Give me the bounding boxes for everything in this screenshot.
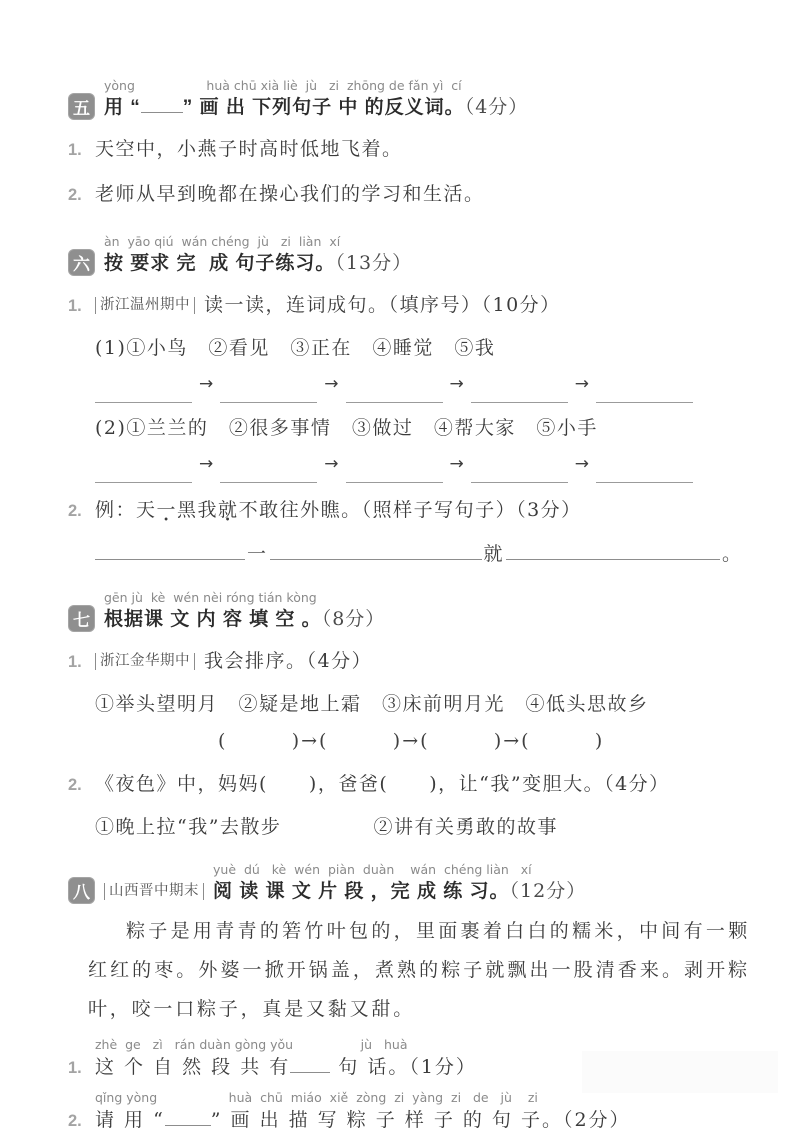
question-7-2 xyxy=(68,767,746,802)
choice-2: ②讲有关勇敢的故事 xyxy=(373,816,558,838)
answer-sequence-row xyxy=(95,371,746,403)
section-six-header xyxy=(68,234,746,278)
choice-1: ①晚上拉“我”去散步 xyxy=(95,816,282,838)
text-part: 黑我 xyxy=(177,499,219,521)
section-eight-pinyin: yuè dú kè wén piàn duàn wán chéng liàn xí xyxy=(213,862,532,877)
arrow-icon: → xyxy=(449,374,464,394)
section-eight xyxy=(68,862,750,1135)
answer-blank xyxy=(220,393,317,403)
section-eight-badge: 八 xyxy=(68,877,95,904)
section-seven-header xyxy=(68,590,746,634)
title-text: 阅 读 课 文 片 段 ，完 成 练 习。 xyxy=(213,881,510,902)
question-text: 我会排序。（4分） xyxy=(204,650,373,672)
period-char: 。 xyxy=(722,543,743,565)
arrow-icon: → xyxy=(574,374,589,394)
question-number: 1. xyxy=(68,1059,82,1077)
title-text: ” 画 出 下列句子 中 的反义词。 xyxy=(182,97,465,118)
ordering-options: ①举头望明月 ②疑是地上霜 ③床前明月光 ④低头思故乡 xyxy=(95,693,649,715)
section-seven-badge: 七 xyxy=(68,605,95,632)
answer-blank xyxy=(95,393,192,403)
answer-blank xyxy=(346,393,443,403)
example-sentence xyxy=(95,493,582,527)
arrow-icon: → xyxy=(324,374,339,394)
answer-blank xyxy=(471,473,568,483)
answer-blank xyxy=(346,473,443,483)
fill-in-line xyxy=(95,538,746,570)
score-label: （8分） xyxy=(321,608,386,630)
answer-blank xyxy=(290,1059,330,1073)
section-seven xyxy=(68,590,746,844)
emphasized-char: 就 xyxy=(218,499,239,521)
emphasized-char: 一 xyxy=(156,499,178,521)
question-text: 老师从早到晚都在操心我们的学习和生活。 xyxy=(95,183,485,205)
exam-source-tag: 山西晋中期末 xyxy=(104,883,204,900)
text-part: 不敢往外瞧。（照样子写句子）（3分） xyxy=(238,499,582,521)
answer-blank xyxy=(270,546,482,560)
question-number: 2. xyxy=(68,1112,82,1130)
answer-blank xyxy=(596,393,693,403)
word-group-2: (2)①兰兰的 ②很多事情 ③做过 ④帮大家 ⑤小手 xyxy=(95,417,598,439)
question-number: 1. xyxy=(68,141,82,159)
question-text: 《夜色》中，妈妈( )，爸爸( )，让“我”变胆大。（4分） xyxy=(95,773,670,795)
question-5-2 xyxy=(68,177,746,212)
arrow-icon: → xyxy=(199,374,214,394)
question-text: 读一读，连词成句。（填序号）（10分） xyxy=(204,294,561,316)
question-text xyxy=(95,1105,631,1135)
text-part: 这 个 自 然 段 共 有 xyxy=(95,1056,291,1078)
question-5-1 xyxy=(68,132,746,167)
question-text: 天空中，小燕子时高时低地飞着。 xyxy=(95,138,403,160)
text-part: 请 用 “ xyxy=(95,1109,165,1131)
title-text: 按 要求 完 成 句子练习。 xyxy=(104,253,336,274)
choice-options xyxy=(95,810,746,844)
section-five xyxy=(68,78,746,212)
answer-blank xyxy=(165,1112,211,1126)
arrow-icon: → xyxy=(449,454,464,474)
answer-blank xyxy=(95,546,245,560)
answer-blank xyxy=(506,546,720,560)
arrow-icon: → xyxy=(324,454,339,474)
arrow-icon: → xyxy=(574,454,589,474)
question-number: 2. xyxy=(68,502,82,520)
question-6-2 xyxy=(68,493,746,528)
question-number: 1. xyxy=(68,653,82,671)
section-five-pinyin: yòng huà chū xià liè jù zi zhōng de fǎn yì cí xyxy=(104,78,462,93)
exam-source-tag: 浙江温州期中 xyxy=(95,297,195,314)
score-label: （13分） xyxy=(335,252,413,274)
score-label: （12分） xyxy=(509,880,587,902)
answer-blank xyxy=(220,473,317,483)
question-number: 2. xyxy=(68,186,82,204)
section-eight-title xyxy=(213,877,586,906)
question-number: 2. xyxy=(68,776,82,794)
answer-blank xyxy=(596,473,693,483)
question-6-1 xyxy=(68,288,746,323)
question-7-1 xyxy=(68,644,746,679)
score-label: （4分） xyxy=(464,96,529,118)
exam-source-tag: 浙江金华期中 xyxy=(95,653,195,670)
connector-char: 就 xyxy=(483,543,505,565)
section-seven-pinyin: gēn jù kè wén nèi róng tián kòng xyxy=(104,590,317,605)
section-six-pinyin: àn yāo qiú wán chéng jù zi liàn xí xyxy=(104,234,341,249)
answer-sequence-row xyxy=(95,451,746,483)
arrow-icon: → xyxy=(199,454,214,474)
question-text xyxy=(95,1052,477,1082)
section-five-header xyxy=(68,78,746,122)
reading-passage: 粽子是用青青的箬竹叶包的，里面裹着白白的糯米，中间有一颗红红的枣。外婆一掀开锅盖，煮熟的粽子就飘出一股清香来。剥开粽叶，咬一口粽子，真是又黏又甜。 xyxy=(88,920,750,1020)
section-six-badge: 六 xyxy=(68,249,95,276)
connector-char: 一 xyxy=(247,543,268,565)
ordering-answer-row: ( )→( )→( )→( ) xyxy=(218,730,605,752)
question-8-2 xyxy=(68,1090,746,1135)
text-part: 句 话。（1分） xyxy=(330,1056,477,1078)
section-eight-header xyxy=(68,862,746,906)
question-8-2-pinyin: qǐng yòng huà chū miáo xiě zòng zi yàng zi de jù zi xyxy=(95,1090,538,1105)
section-six xyxy=(68,234,746,570)
scan-artifact xyxy=(582,1051,778,1093)
title-text: 根据课 文 内 容 填 空 。 xyxy=(104,609,322,630)
question-8-1-pinyin: zhè ge zì rán duàn gòng yǒu jù huà xyxy=(95,1037,408,1052)
section-seven-title xyxy=(104,605,385,634)
text-part: ” 画 出 描 写 粽 子 样 子 的 句 子。（2分） xyxy=(210,1109,631,1131)
answer-blank xyxy=(471,393,568,403)
question-number: 1. xyxy=(68,297,82,315)
word-group-1: (1)①小鸟 ②看见 ③正在 ④睡觉 ⑤我 xyxy=(95,337,496,359)
answer-blank xyxy=(141,99,183,113)
text-part: 例：天 xyxy=(95,499,157,521)
section-six-title xyxy=(104,249,412,278)
answer-blank xyxy=(95,473,192,483)
section-five-badge: 五 xyxy=(68,93,95,120)
title-text: 用 “ xyxy=(104,97,141,118)
section-five-title xyxy=(104,93,528,122)
